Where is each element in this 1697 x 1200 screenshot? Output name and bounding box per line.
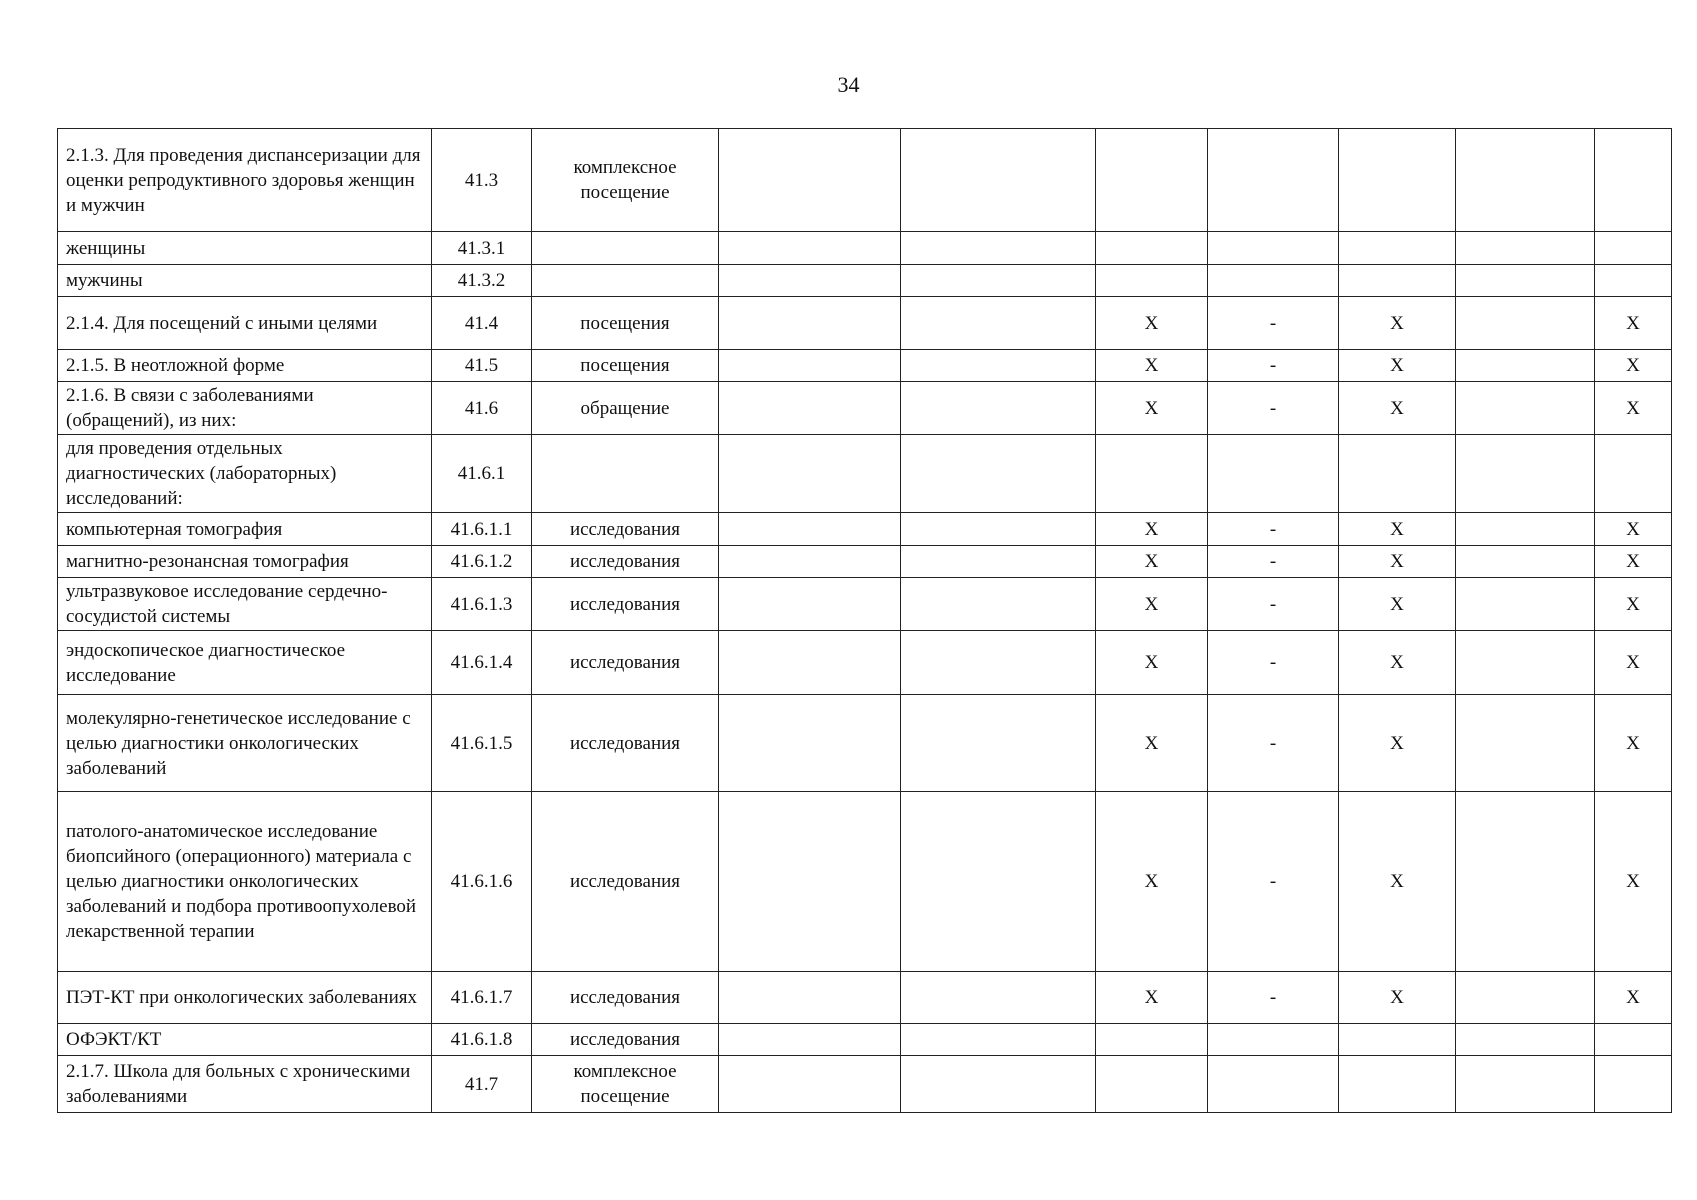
row-col-8 <box>1339 232 1456 265</box>
row-code: 41.3 <box>432 129 532 232</box>
row-name: 2.1.5. В неотложной форме <box>58 350 432 382</box>
row-col-8: X <box>1339 578 1456 631</box>
row-col-4 <box>719 129 901 232</box>
row-unit: исследования <box>532 972 719 1024</box>
row-col-8: X <box>1339 350 1456 382</box>
row-col-10 <box>1595 265 1672 297</box>
row-col-10: X <box>1595 972 1672 1024</box>
row-col-7: - <box>1208 297 1339 350</box>
row-col-4 <box>719 546 901 578</box>
row-code: 41.7 <box>432 1056 532 1113</box>
row-code: 41.6.1.8 <box>432 1024 532 1056</box>
row-col-10: X <box>1595 513 1672 546</box>
table-row <box>58 435 1672 513</box>
table-row <box>58 297 1672 350</box>
row-name: патолого-анатомическое исследование биопсийного (операционного) материала с целью диагностики онкологических заболеваний и подбора противоопухолевой лекарственной терапии <box>58 792 432 972</box>
row-col-10 <box>1595 129 1672 232</box>
row-col-4 <box>719 695 901 792</box>
row-col-7: - <box>1208 631 1339 695</box>
row-col-4 <box>719 297 901 350</box>
row-col-9 <box>1456 1056 1595 1113</box>
row-col-7 <box>1208 232 1339 265</box>
row-unit: исследования <box>532 631 719 695</box>
row-col-9 <box>1456 578 1595 631</box>
table-row <box>58 972 1672 1024</box>
row-code: 41.5 <box>432 350 532 382</box>
row-name: ПЭТ-КТ при онкологических заболеваниях <box>58 972 432 1024</box>
row-col-10 <box>1595 435 1672 513</box>
row-unit <box>532 265 719 297</box>
row-code: 41.6.1.7 <box>432 972 532 1024</box>
row-col-8: X <box>1339 546 1456 578</box>
row-unit: исследования <box>532 1024 719 1056</box>
row-col-9 <box>1456 513 1595 546</box>
row-col-6: X <box>1096 792 1208 972</box>
row-col-9 <box>1456 1024 1595 1056</box>
row-col-10 <box>1595 232 1672 265</box>
table-row <box>58 631 1672 695</box>
row-col-8: X <box>1339 972 1456 1024</box>
row-code: 41.6.1.2 <box>432 546 532 578</box>
table-row <box>58 350 1672 382</box>
row-code: 41.3.1 <box>432 232 532 265</box>
row-col-8 <box>1339 1056 1456 1113</box>
row-code: 41.6.1.4 <box>432 631 532 695</box>
row-col-5 <box>901 1024 1096 1056</box>
row-col-5 <box>901 350 1096 382</box>
row-col-4 <box>719 232 901 265</box>
table-row <box>58 792 1672 972</box>
row-unit: комплексное посещение <box>532 1056 719 1113</box>
data-table <box>57 128 1672 1113</box>
row-col-5 <box>901 513 1096 546</box>
row-col-9 <box>1456 129 1595 232</box>
row-col-7: - <box>1208 695 1339 792</box>
row-name: компьютерная томография <box>58 513 432 546</box>
table-row <box>58 695 1672 792</box>
row-col-9 <box>1456 631 1595 695</box>
row-name: молекулярно-генетическое исследование с целью диагностики онкологических заболеваний <box>58 695 432 792</box>
row-col-7 <box>1208 435 1339 513</box>
table-row <box>58 1056 1672 1113</box>
row-unit: исследования <box>532 546 719 578</box>
row-col-5 <box>901 232 1096 265</box>
table-row <box>58 129 1672 232</box>
row-col-7 <box>1208 1056 1339 1113</box>
row-code: 41.6.1 <box>432 435 532 513</box>
row-code: 41.6 <box>432 382 532 435</box>
row-col-6: X <box>1096 546 1208 578</box>
row-unit: исследования <box>532 578 719 631</box>
row-col-6: X <box>1096 695 1208 792</box>
row-col-4 <box>719 792 901 972</box>
row-col-5 <box>901 1056 1096 1113</box>
table-row <box>58 578 1672 631</box>
row-col-8: X <box>1339 382 1456 435</box>
row-unit <box>532 435 719 513</box>
row-col-5 <box>901 578 1096 631</box>
row-code: 41.4 <box>432 297 532 350</box>
row-unit: посещения <box>532 350 719 382</box>
row-col-6: X <box>1096 297 1208 350</box>
row-unit: комплексное посещение <box>532 129 719 232</box>
row-col-6 <box>1096 435 1208 513</box>
row-col-4 <box>719 972 901 1024</box>
row-unit <box>532 232 719 265</box>
table-body <box>58 129 1672 1113</box>
row-col-9 <box>1456 350 1595 382</box>
row-col-6: X <box>1096 513 1208 546</box>
row-code: 41.6.1.6 <box>432 792 532 972</box>
row-col-9 <box>1456 382 1595 435</box>
row-unit: исследования <box>532 513 719 546</box>
row-col-8 <box>1339 435 1456 513</box>
row-col-4 <box>719 1056 901 1113</box>
row-col-7 <box>1208 1024 1339 1056</box>
row-col-4 <box>719 631 901 695</box>
row-col-9 <box>1456 232 1595 265</box>
row-name: для проведения отдельных диагностических (лабораторных) исследований: <box>58 435 432 513</box>
row-col-8: X <box>1339 513 1456 546</box>
row-col-6: X <box>1096 350 1208 382</box>
row-col-4 <box>719 578 901 631</box>
row-col-10: X <box>1595 792 1672 972</box>
row-col-4 <box>719 1024 901 1056</box>
row-code: 41.6.1.3 <box>432 578 532 631</box>
row-col-6: X <box>1096 382 1208 435</box>
row-col-6 <box>1096 265 1208 297</box>
row-col-5 <box>901 695 1096 792</box>
row-col-7: - <box>1208 546 1339 578</box>
row-code: 41.6.1.5 <box>432 695 532 792</box>
row-col-5 <box>901 382 1096 435</box>
row-col-8 <box>1339 129 1456 232</box>
page-number: 34 <box>837 72 860 97</box>
row-col-5 <box>901 435 1096 513</box>
row-col-7: - <box>1208 972 1339 1024</box>
row-name: 2.1.4. Для посещений с иными целями <box>58 297 432 350</box>
row-col-9 <box>1456 546 1595 578</box>
row-name: мужчины <box>58 265 432 297</box>
row-unit: посещения <box>532 297 719 350</box>
row-col-10: X <box>1595 350 1672 382</box>
row-col-10 <box>1595 1024 1672 1056</box>
row-col-7: - <box>1208 513 1339 546</box>
row-unit: обращение <box>532 382 719 435</box>
row-col-9 <box>1456 695 1595 792</box>
row-col-4 <box>719 382 901 435</box>
row-col-6: X <box>1096 631 1208 695</box>
row-col-9 <box>1456 792 1595 972</box>
row-unit: исследования <box>532 695 719 792</box>
row-col-10: X <box>1595 546 1672 578</box>
row-col-5 <box>901 631 1096 695</box>
row-col-10 <box>1595 1056 1672 1113</box>
row-col-6 <box>1096 1056 1208 1113</box>
row-col-9 <box>1456 265 1595 297</box>
row-name: женщины <box>58 232 432 265</box>
row-name: 2.1.3. Для проведения диспансеризации для оценки репродуктивного здоровья женщин и мужчин <box>58 129 432 232</box>
row-col-10: X <box>1595 631 1672 695</box>
table-row <box>58 513 1672 546</box>
table-row <box>58 382 1672 435</box>
row-col-9 <box>1456 297 1595 350</box>
row-col-8: X <box>1339 297 1456 350</box>
row-col-9 <box>1456 435 1595 513</box>
row-col-7 <box>1208 129 1339 232</box>
row-col-4 <box>719 265 901 297</box>
row-name: ОФЭКТ/КТ <box>58 1024 432 1056</box>
row-col-10: X <box>1595 578 1672 631</box>
row-col-9 <box>1456 972 1595 1024</box>
row-col-8 <box>1339 1024 1456 1056</box>
row-col-7: - <box>1208 792 1339 972</box>
row-col-4 <box>719 513 901 546</box>
row-col-10: X <box>1595 382 1672 435</box>
table-row <box>58 546 1672 578</box>
row-col-5 <box>901 972 1096 1024</box>
table-row <box>58 1024 1672 1056</box>
row-col-8: X <box>1339 792 1456 972</box>
table-row <box>58 265 1672 297</box>
row-col-6: X <box>1096 578 1208 631</box>
row-col-7: - <box>1208 382 1339 435</box>
row-name: 2.1.7. Школа для больных с хроническими заболеваниями <box>58 1056 432 1113</box>
row-col-7 <box>1208 265 1339 297</box>
row-col-5 <box>901 546 1096 578</box>
row-col-8 <box>1339 265 1456 297</box>
row-name: эндоскопическое диагностическое исследование <box>58 631 432 695</box>
row-col-5 <box>901 297 1096 350</box>
row-col-10: X <box>1595 297 1672 350</box>
row-col-10: X <box>1595 695 1672 792</box>
row-unit: исследования <box>532 792 719 972</box>
row-col-5 <box>901 792 1096 972</box>
row-col-5 <box>901 129 1096 232</box>
row-col-5 <box>901 265 1096 297</box>
row-col-8: X <box>1339 631 1456 695</box>
row-col-6: X <box>1096 972 1208 1024</box>
row-col-7: - <box>1208 350 1339 382</box>
row-col-4 <box>719 350 901 382</box>
row-col-4 <box>719 435 901 513</box>
row-col-6 <box>1096 129 1208 232</box>
row-code: 41.3.2 <box>432 265 532 297</box>
row-name: ультразвуковое исследование сердечно-сосудистой системы <box>58 578 432 631</box>
row-col-8: X <box>1339 695 1456 792</box>
row-code: 41.6.1.1 <box>432 513 532 546</box>
row-col-6 <box>1096 1024 1208 1056</box>
row-col-7: - <box>1208 578 1339 631</box>
row-name: 2.1.6. В связи с заболеваниями (обращений), из них: <box>58 382 432 435</box>
row-col-6 <box>1096 232 1208 265</box>
row-name: магнитно-резонансная томография <box>58 546 432 578</box>
table-row <box>58 232 1672 265</box>
